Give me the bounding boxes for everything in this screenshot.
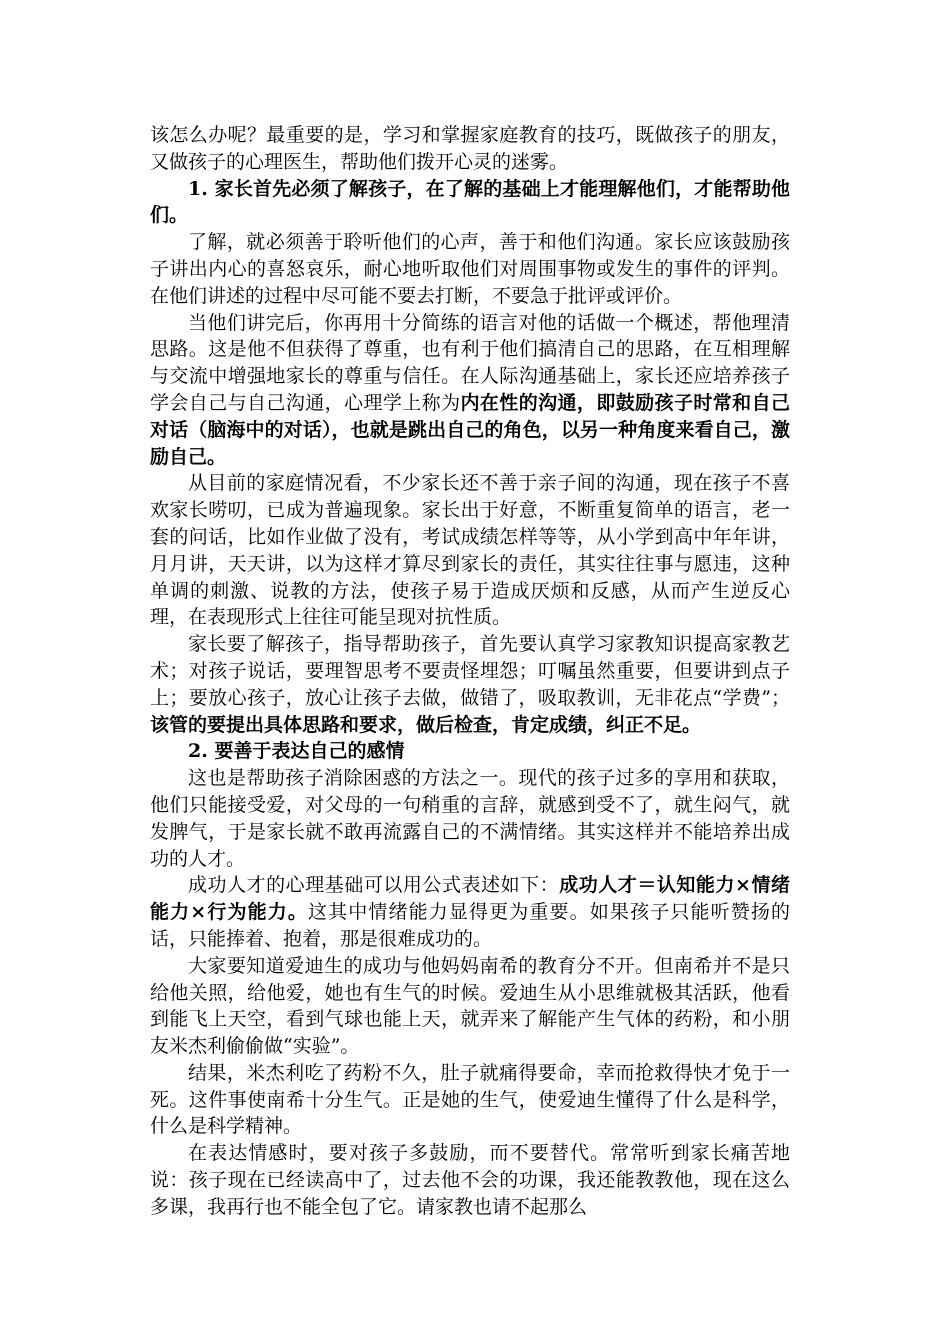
paragraph-formula [150,872,790,952]
text-segment: 了解，就必须善于聆听他们的心声，善于和他们沟通。家长应该鼓励孩子讲出内心的喜怒哀乐，耐心地听取他们对周围事物或发生的事件的评判。在他们讲述的过程中尽可能不要去打断，不要急于批评或评价。 [150,231,790,307]
text-segment: 该怎么办呢？最重要的是，学习和掌握家庭教育的技巧，既做孩子的朋友，又做孩子的心理医生，帮助他们拨开心灵的迷雾。 [150,124,790,173]
paragraph-confusion [150,765,790,872]
section-heading-2 [150,738,790,765]
text-segment: 结果，米杰利吃了药粉不久，肚子就痛得要命，幸而抢救得快才免于一死。这件事使南希十分生气。正是她的生气，使爱迪生懂得了什么是科学，什么是科学精神。 [150,1061,790,1138]
section-heading-1 [150,176,790,230]
bold-text-segment: 成功人才＝认知能力×情绪能力×行为能力。 [150,874,790,924]
paragraph-intro [150,122,790,176]
paragraph-summary [150,310,790,471]
text-segment: 这其中情绪能力显得更为重要。如果孩子只能听赞扬的话，只能捧着、抱着，那是很难成功的。 [150,901,790,950]
paragraph-parent-guidance [150,631,790,738]
text-segment: 大家要知道爱迪生的成功与他妈妈南希的教育分不开。但南希并不是只给他关照，给他爱，她也有生气的时候。爱迪生从小思维就极其活跃，他看到能飞上天空，看到气球也能上天，就弄来了解能产生气体的药粉，和小朋友米杰利偷偷做“实验”。 [150,954,790,1058]
document-page [150,122,790,1221]
heading-text: 1. 家长首先必须了解孩子，在了解的基础上才能理解他们，才能帮助他们。 [150,177,790,227]
paragraph-edison [150,953,790,1060]
text-segment: 当他们讲完后，你再用十分简练的语言对他的话做一个概述，帮他理清思路。这是他不但获得了尊重，也有利于他们搞清自己的思路，在互相理解与交流中增强地家长的尊重与信任。在人际沟通基础上，家长还应培养孩子学会自己与自己沟通，心理学上称为 [150,311,790,414]
heading-text: 2. 要善于表达自己的感情 [188,740,405,763]
paragraph-listening [150,229,790,309]
text-segment: 成功人才的心理基础可以用公式表述如下： [188,874,560,897]
paragraph-result [150,1060,790,1140]
paragraph-encouragement [150,1140,790,1220]
bold-text-segment: 内在性的沟通，即鼓励孩子时常和自己对话（脑海中的对话），也就是跳出自己的角色，以另一种角度来看自己，激励自己。 [150,391,790,468]
paragraph-family-situation [150,470,790,631]
text-segment: 在表达情感时，要对孩子多鼓励，而不要替代。常常听到家长痛苦地说：孩子现在已经读高中了，过去他不会的功课，我还能教教他，现在这么多课，我再行也不能全包了它。请家教也请不起那么 [150,1142,790,1218]
text-segment: 这也是帮助孩子消除困惑的方法之一。现代的孩子过多的享用和获取，他们只能接受爱，对父母的一句稍重的言辞，就感到受不了，就生闷气，就发脾气，于是家长就不敢再流露自己的不满情绪。其实这样并不能培养出成功的人才。 [150,767,790,870]
text-segment: 家长要了解孩子，指导帮助孩子，首先要认真学习家教知识提高家教艺术；对孩子说话，要理智思考不要责怪埋怨；叮嘱虽然重要，但要讲到点子上；要放心孩子，放心让孩子去做，做错了，吸取教训，无非花点“学费”； [150,633,790,709]
bold-text-segment: 该管的要提出具体思路和要求，做后检查，肯定成绩，纠正不足。 [150,713,702,736]
text-segment: 从目前的家庭情况看，不少家长还不善于亲子间的沟通，现在孩子不喜欢家长唠叨，已成为普遍现象。家长出于好意，不断重复简单的语言，老一套的问话，比如作业做了没有，考试成绩怎样等等，从小学到高中年年讲，月月讲，天天讲，以为这样才算尽到家长的责任，其实往往事与愿违，这种单调的刺激、说教的方法，使孩子易于造成厌烦和反感，从而产生逆反心理，在表现形式上往往可能呈现对抗性质。 [150,472,790,629]
